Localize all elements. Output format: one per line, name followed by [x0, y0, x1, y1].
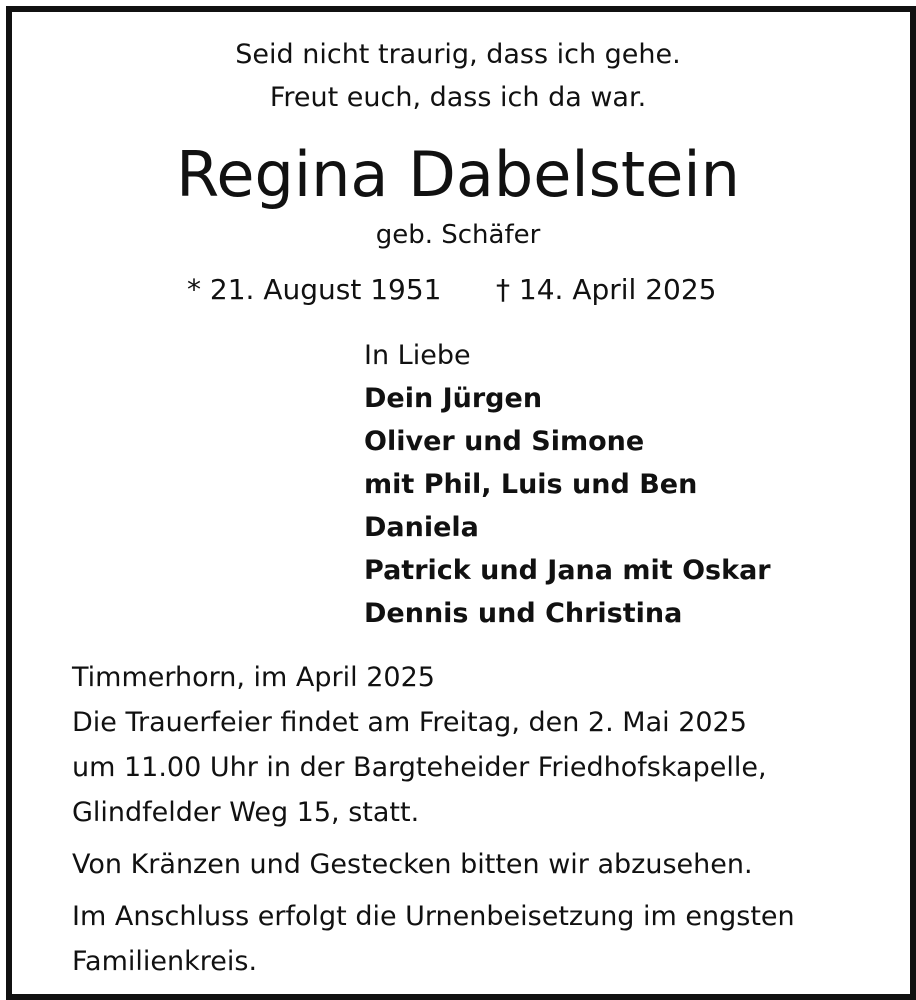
wreaths-note: Von Kränzen und Gestecken bitten wir abzusehen. [72, 849, 753, 880]
family-member: Daniela [364, 512, 479, 543]
service-details [72, 655, 882, 984]
deceased-name: Regina Dabelstein [176, 138, 740, 211]
family-list [364, 334, 884, 635]
family-member: Patrick und Jana mit Oskar [364, 555, 771, 586]
burial-line: Familienkreis. [72, 946, 258, 977]
motto-line-2: Freut euch, dass ich da war. [269, 82, 647, 113]
death-date: † 14. April 2025 [496, 273, 717, 306]
family-intro: In Liebe [364, 340, 471, 371]
birth-date: * 21. August 1951 [187, 273, 442, 306]
service-line: Die Trauerfeier findet am Freitag, den 2. Mai 2025 [72, 707, 747, 738]
place-date: Timmerhorn, im April 2025 [72, 662, 435, 693]
motto-line-1: Seid nicht traurig, dass ich gehe. [235, 39, 681, 70]
family-member: Dennis und Christina [364, 598, 683, 629]
family-member: Dein Jürgen [364, 383, 543, 414]
burial-line: Im Anschluss erfolgt die Urnenbeisetzung im engsten [72, 901, 795, 932]
family-member: Oliver und Simone [364, 426, 645, 457]
service-line: Glindfelder Weg 15, statt. [72, 797, 420, 828]
service-line: um 11.00 Uhr in der Bargteheider Friedhofskapelle, [72, 752, 767, 783]
birth-name: geb. Schäfer [375, 220, 541, 250]
family-member: mit Phil, Luis und Ben [364, 469, 698, 500]
